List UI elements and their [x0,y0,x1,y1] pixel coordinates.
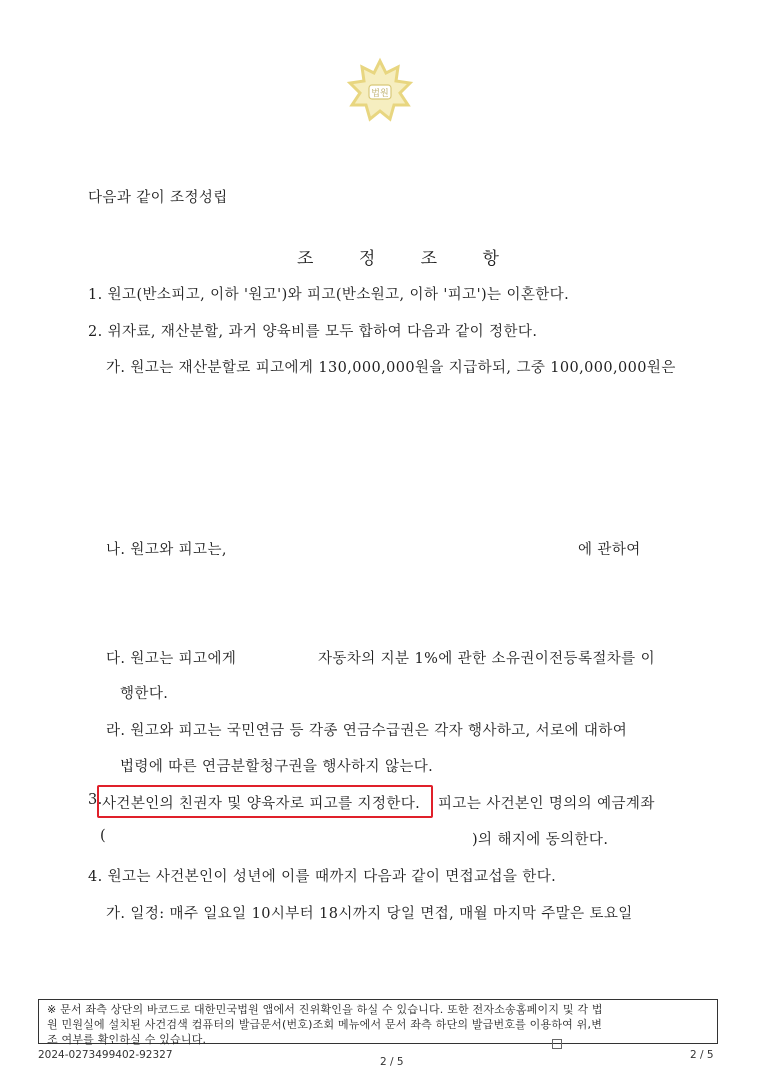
court-seal-icon [342,55,418,127]
clause-2d-continued: 법령에 따른 연금분할청구권을 행사하지 않는다. [120,759,434,775]
document-number: 2024-0273499402-92327 [38,1049,173,1061]
checkbox-mark [552,1039,562,1049]
clause-2b-left: 나. 원고와 피고는, [106,542,227,558]
notice-line-3: 조 여부를 확인하실 수 있습니다. [47,1033,207,1046]
clause-2a: 가. 원고는 재산분할로 피고에게 130,000,000원을 지급하되, 그중 100,000,000원은 [106,360,676,376]
verification-notice [38,999,718,1044]
clause-2b-right: 에 관하여 [578,542,641,558]
page-number-right: 2 / 5 [690,1049,714,1061]
clause-3-highlight: 사건본인의 친권자 및 양육자로 피고를 지정한다. [102,796,421,812]
clause-1: 1. 원고(반소피고, 이하 '원고')와 피고(반소원고, 이하 '피고')는 이혼한다. [88,287,570,303]
clause-2d: 라. 원고와 피고는 국민연금 등 각종 연금수급권은 각자 행사하고, 서로에 대하여 [106,723,628,739]
section-title: 조 정 조 항 [297,249,519,269]
clause-3-number: 3. [88,792,103,808]
clause-2c-right: 자동차의 지분 1%에 관한 소유권이전등록절차를 이 [318,651,655,667]
clause-2c-left: 다. 원고는 피고에게 [106,651,237,667]
notice-line-1: ※ 문서 좌측 상단의 바코드로 대한민국법원 앱에서 진위확인을 하실 수 있습니다. 또한 전자소송홈페이지 및 각 법 [47,1003,603,1016]
page-number-center: 2 / 5 [380,1056,404,1068]
clause-2c-continued: 행한다. [120,686,169,702]
seal-text: 법원 [371,89,389,99]
clause-4: 4. 원고는 사건본인이 성년에 이를 때까지 다음과 같이 면접교섭을 한다. [88,869,557,885]
notice-line-2: 원 민원실에 설치된 사건검색 컴퓨터의 발급문서(번호)조회 메뉴에서 문서 좌측 하단의 발급번호를 이용하여 위,변 [47,1018,603,1031]
clause-4a: 가. 일정: 매주 일요일 10시부터 18시까지 당일 면접, 매월 마지막 주말은 토요일 [106,906,633,922]
clause-3-paren-close: )의 해지에 동의한다. [472,832,609,848]
intro-text: 다음과 같이 조정성립 [88,190,228,206]
clause-3-paren-open: ( [100,828,107,844]
clause-2: 2. 위자료, 재산분할, 과거 양육비를 모두 합하여 다음과 같이 정한다. [88,324,538,340]
clause-3-rest: 피고는 사건본인 명의의 예금계좌 [438,796,655,812]
